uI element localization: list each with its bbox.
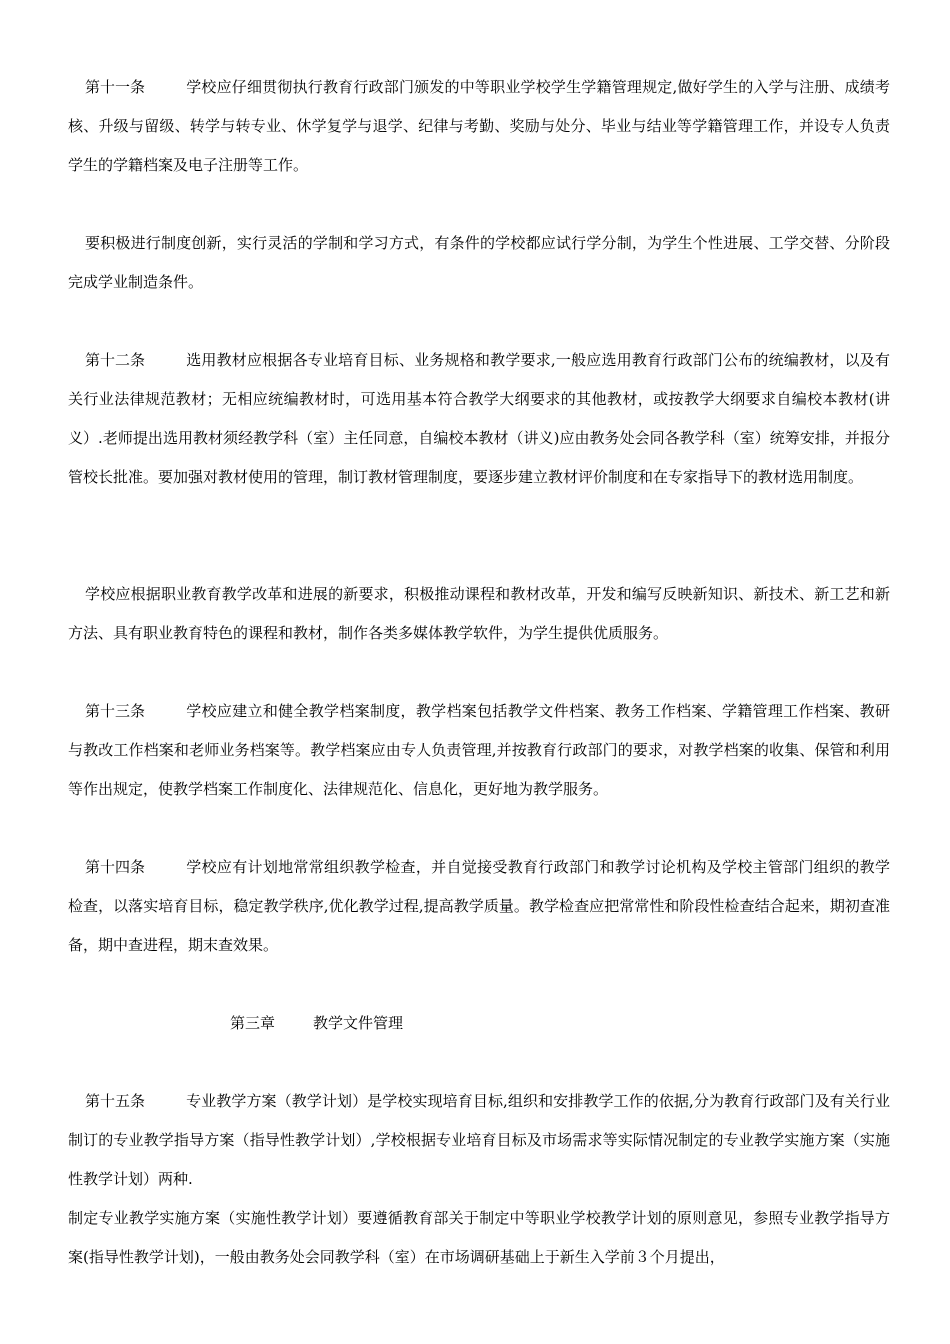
article-12 — [68, 341, 890, 497]
paragraph-continuation — [68, 1199, 890, 1277]
paragraph-text: 学校应根据职业教育教学改革和进展的新要求，积极推动课程和教材改革，开发和编写反映新知识、新技术、新工艺和新方法、具有职业教育特色的课程和教材，制作各类多媒体教学软件，为学生提供优质服务。 — [68, 585, 890, 642]
article-text: 学校应建立和健全教学档案制度，教学档案包括教学文件档案、教务工作档案、学籍管理工作档案、教研与教改工作档案和老师业务档案等。教学档案应由专人负责管理,并按教育行政部门的要求，对教学档案的收集、保管和利用等作出规定，使教学档案工作制度化、法律规范化、信息化，更好地为教学服务。 — [68, 702, 890, 798]
article-11 — [68, 68, 890, 185]
chapter-title: 教学文件管理 — [313, 1014, 404, 1032]
paragraph-curriculum-reform — [68, 575, 890, 653]
article-text: 学校应有计划地常常组织教学检查，并自觉接受教育行政部门和教学讨论机构及学校主管部门组织的教学检查，以落实培育目标，稳定教学秩序,优化教学过程,提高教学质量。教学检查应把常常性和阶段性检查结合起来，期初查准备，期中查进程，期末查效果。 — [68, 858, 890, 954]
paragraph-text: 要积极进行制度创新，实行灵活的学制和学习方式，有条件的学校都应试行学分制，为学生个性进展、工学交替、分阶段完成学业制造条件。 — [68, 234, 890, 291]
article-13 — [68, 692, 890, 809]
paragraph-text: 制定专业教学实施方案（实施性教学计划）要遵循教育部关于制定中等职业学校教学计划的原则意见，参照专业教学指导方案(指导性教学计划)，一般由教务处会同教学科（室）在市场调研基础上于新生入学前３个月提出， — [68, 1209, 890, 1266]
chapter-label: 第三章 — [230, 1014, 276, 1032]
article-label: 第十三条 — [85, 702, 146, 720]
article-text: 专业教学方案（教学计划）是学校实现培育目标,组织和安排教学工作的依据,分为教育行政部门及有关行业制订的专业教学指导方案（指导性教学计划）,学校根据专业培育目标及市场需求等实际情况制定的专业教学实施方案（实施性教学计划）两种. — [68, 1092, 890, 1188]
chapter-heading — [230, 1004, 403, 1043]
article-14 — [68, 848, 890, 965]
article-label: 第十二条 — [85, 351, 146, 369]
article-label: 第十一条 — [85, 78, 146, 96]
article-text: 选用教材应根据各专业培育目标、业务规格和教学要求,一般应选用教育行政部门公布的统编教材，以及有关行业法律规范教材；无相应统编教材时，可选用基本符合教学大纲要求的其他教材，或按教学大纲要求自编校本教材(讲义）.老师提出选用教材须经教学科（室）主任同意，自编校本教材（讲义)应由教务处会同各教学科（室）统筹安排，并报分管校长批准。要加强对教材使用的管理，制订教材管理制度，要逐步建立教材评价制度和在专家指导下的教材选用制度。 — [68, 351, 890, 486]
paragraph-flexible-schooling — [68, 224, 890, 302]
article-text: 学校应仔细贯彻执行教育行政部门颁发的中等职业学校学生学籍管理规定,做好学生的入学与注册、成绩考核、升级与留级、转学与转专业、休学复学与退学、纪律与考勤、奖励与处分、毕业与结业等学籍管理工作，并设专人负责学生的学籍档案及电子注册等工作。 — [68, 78, 890, 174]
article-15 — [68, 1082, 890, 1199]
article-label: 第十五条 — [85, 1092, 146, 1110]
article-label: 第十四条 — [85, 858, 146, 876]
